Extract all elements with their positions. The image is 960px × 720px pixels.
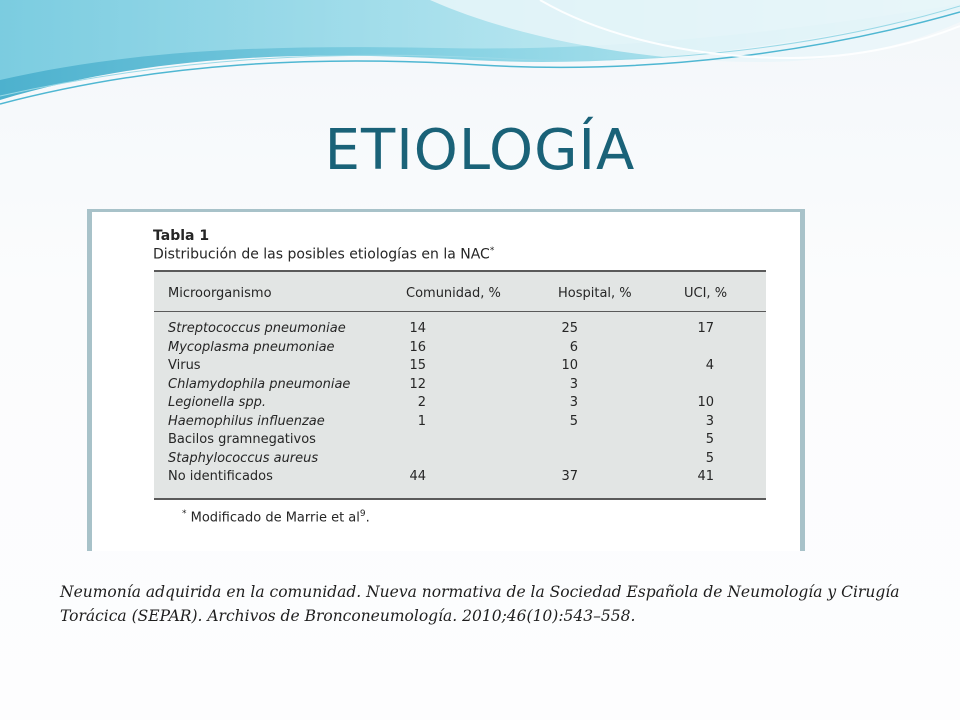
cell-microorganismo: Bacilos gramnegativos: [168, 432, 316, 447]
cell-hospital: 25: [561, 321, 578, 336]
cell-microorganismo: Virus: [168, 358, 201, 373]
cell-comunidad: 2: [417, 395, 426, 410]
cell-comunidad: 16: [409, 339, 426, 355]
cell-comunidad: 44: [409, 469, 426, 484]
cell-hospital: 5: [569, 413, 578, 429]
cell-uci: 5: [705, 450, 714, 466]
cell-uci: 5: [705, 432, 714, 447]
table-header-row: [154, 272, 766, 311]
table-row: [154, 431, 766, 450]
table-image: [92, 212, 800, 551]
cell-uci: 41: [697, 469, 714, 484]
table-row: [154, 339, 766, 358]
table-row: [154, 413, 766, 432]
table-image-frame: [87, 209, 805, 551]
reference-citation: Neumonía adquirida en la comunidad. Nueva normativa de la Sociedad Española de Neumología y Cirugía Torácica (SEPAR). Archivos de Bronconeumología. 2010;46(10):543–558.: [60, 583, 900, 625]
table-heading: Tabla 1: [153, 228, 210, 244]
cell-microorganismo: Staphylococcus aureus: [168, 450, 319, 466]
table-row: [154, 394, 766, 413]
cell-comunidad: 1: [417, 413, 426, 429]
cell-comunidad: 15: [409, 358, 426, 373]
footnote-text: Modificado de Marrie et al: [190, 510, 360, 526]
table-body: [154, 320, 766, 487]
cell-hospital: 3: [569, 395, 578, 410]
table-caption-mark: *: [489, 246, 495, 256]
cell-microorganismo: Legionella spp.: [168, 395, 267, 410]
table-caption-text: Distribución de las posibles etiologías en la NAC: [153, 246, 490, 263]
cell-microorganismo: Chlamydophila pneumoniae: [168, 376, 351, 392]
cell-comunidad: 14: [409, 321, 426, 336]
cell-microorganismo: Haemophilus influenzae: [168, 413, 325, 429]
footnote-ref: 9: [359, 509, 366, 519]
table-footnote: [182, 509, 370, 525]
table-caption: [153, 246, 494, 263]
footnote-end: .: [365, 510, 370, 526]
table-row: [154, 320, 766, 339]
cell-uci: 17: [697, 321, 714, 336]
cell-hospital: 6: [569, 339, 578, 355]
column-header-hospital: Hospital, %: [558, 286, 632, 301]
data-table: [154, 270, 766, 500]
column-header-uci: UCI, %: [684, 286, 728, 301]
cell-hospital: 37: [561, 469, 578, 484]
cell-microorganismo: Streptococcus pneumoniae: [168, 321, 346, 336]
cell-uci: 3: [705, 413, 714, 429]
cell-microorganismo: No identificados: [168, 469, 273, 484]
table-row: [154, 376, 766, 395]
table-row: [154, 357, 766, 376]
cell-uci: 10: [697, 395, 714, 410]
cell-hospital: 10: [561, 358, 578, 373]
column-header-comunidad: Comunidad, %: [406, 286, 501, 301]
cell-hospital: 3: [569, 376, 578, 392]
header-wave-decoration: [0, 0, 960, 110]
table-row: [154, 468, 766, 487]
footnote-mark: *: [182, 509, 187, 519]
column-header-microorganismo: Microorganismo: [168, 286, 272, 301]
cell-comunidad: 12: [409, 376, 426, 392]
header-divider: [154, 311, 766, 312]
cell-microorganismo: Mycoplasma pneumoniae: [168, 339, 335, 355]
cell-uci: 4: [705, 358, 714, 373]
slide-title: ETIOLOGÍA: [324, 118, 636, 183]
table-row: [154, 450, 766, 469]
